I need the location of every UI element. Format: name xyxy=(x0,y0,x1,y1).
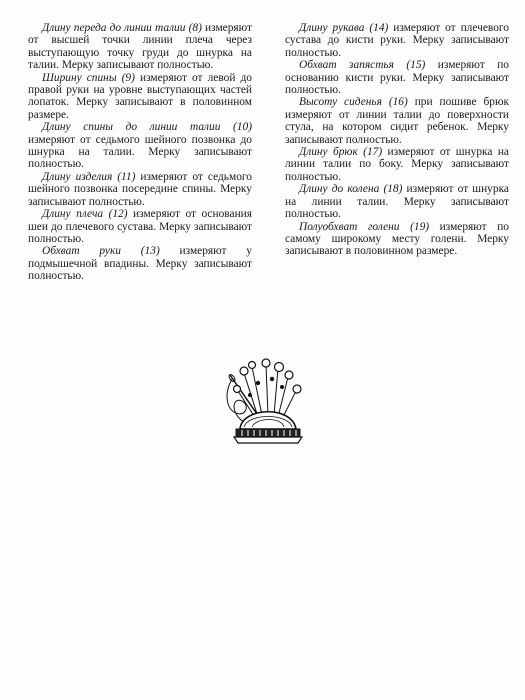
measurement-term: Длину спины до линии талии xyxy=(42,121,221,134)
measurement-number: (12) xyxy=(108,208,128,221)
measurement-number: (15) xyxy=(406,59,426,72)
measurement-number: (13) xyxy=(140,245,160,258)
measurement-description: измеряют у подмышечной впадины. Мерку записывают полностью. xyxy=(28,245,252,283)
measurement-term: Обхват запястья xyxy=(299,59,394,72)
measurement-paragraph xyxy=(28,171,252,208)
measurement-description: измеряют по основанию кисти руки. Мерку записывают полностью. xyxy=(285,59,509,97)
measurement-number: (8) xyxy=(188,22,202,34)
measurement-paragraph xyxy=(28,72,252,122)
measurement-term: Обхват руки xyxy=(42,245,121,258)
measurement-paragraph xyxy=(285,146,509,183)
measurement-description: измеряют от основания шеи до плечевого сустава. Мерку записывают полностью. xyxy=(28,208,252,245)
measurement-number: (9) xyxy=(121,71,135,84)
measurement-description: измеряют от шнурка на линии талии. Мерку записывают полностью. xyxy=(285,183,509,221)
measurement-term: Высоту сиденья xyxy=(299,96,382,109)
measurement-term: Длину брюк xyxy=(299,146,358,159)
measurement-paragraph xyxy=(285,221,509,258)
measurement-number: (11) xyxy=(117,170,136,183)
measurement-description: измеряют от левой до правой руки на уровне выступающих частей лопаток. Мерку записывают в половинном размере. xyxy=(28,71,252,121)
measurement-paragraph xyxy=(28,121,252,171)
measurement-term: Длину плеча xyxy=(42,208,104,221)
measurement-description: измеряют от шнурка на линии талии по боку. Мерку записывают полностью. xyxy=(285,146,509,183)
pincushion-illustration xyxy=(222,357,308,449)
measurement-term: Длину изделия xyxy=(42,170,113,183)
measurement-term: Длину переда до линии талии xyxy=(42,22,186,34)
measurement-description: измеряют от плечевого сустава до кисти руки. Мерку записывают полностью. xyxy=(285,22,509,59)
right-text-column xyxy=(285,22,509,258)
measurement-number: (17) xyxy=(363,146,383,159)
measurement-term: Полуобхват голени xyxy=(299,220,400,233)
measurement-number: (16) xyxy=(388,96,408,109)
measurement-term: Длину рукава xyxy=(299,22,365,34)
measurement-description: измеряют от седьмого шейного позвонка до шнурка на талии. Мерку записывают полностью. xyxy=(28,133,252,171)
measurement-paragraph xyxy=(285,183,509,220)
measurement-number: (19) xyxy=(410,220,430,233)
measurement-paragraph xyxy=(285,22,509,59)
measurement-term: Длину до колена xyxy=(299,183,380,196)
measurement-number: (10) xyxy=(233,121,252,134)
measurement-number: (14) xyxy=(369,22,389,34)
measurement-description: при пошиве брюк измеряют от линии талии до поверхности стула, на котором сидит ребенок. Мерку записывают полностью. xyxy=(285,96,509,146)
measurement-term: Ширину спины xyxy=(42,71,117,84)
measurement-description: измеряют от высшей точки линии плеча через выступающую точку груди до шнурка на талии. Мерку записывают полностью. xyxy=(28,22,252,72)
measurement-paragraph xyxy=(28,208,252,245)
measurement-paragraph xyxy=(285,59,509,96)
measurement-paragraph xyxy=(28,22,252,72)
measurement-description: измеряют по самому широкому месту голени. Мерку записывают в половинном размере. xyxy=(285,220,509,258)
measurement-number: (18) xyxy=(383,183,403,196)
measurement-paragraph xyxy=(28,245,252,282)
measurement-description: измеряют от седьмого шейного позвонка посередине спины. Мерку записывают полностью. xyxy=(28,170,252,208)
measurement-paragraph xyxy=(285,96,509,146)
left-text-column xyxy=(28,22,252,283)
